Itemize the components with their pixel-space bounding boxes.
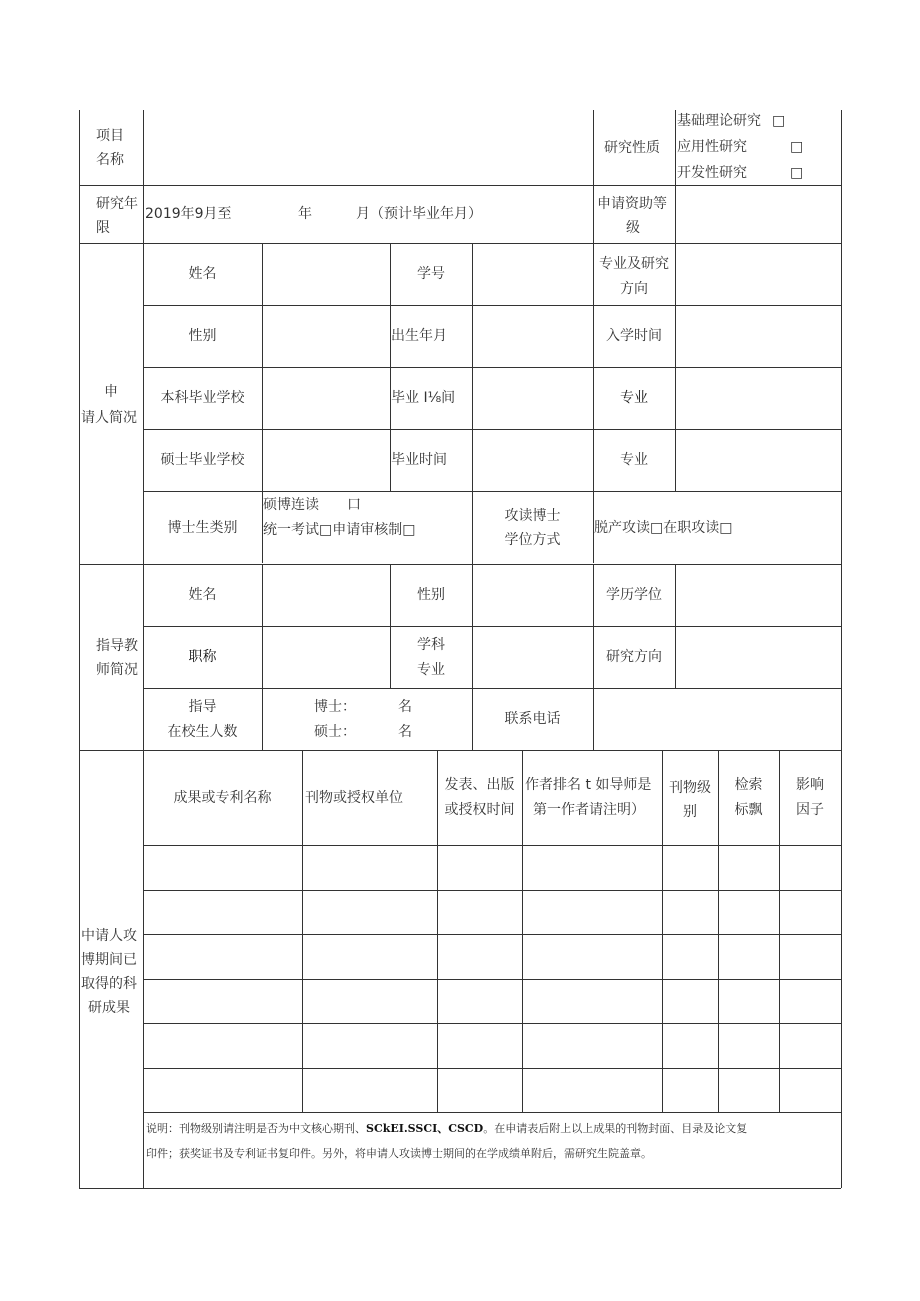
col-line [472,243,473,491]
header-achievement-name: 成果或专利名称 [173,790,272,806]
phd-count-unit: 名 [398,699,412,715]
funding-level-label-2: 级 [626,220,640,236]
nature-option-development[interactable]: 开发性研究 [677,165,747,181]
header-impact-1: 影响 [796,777,824,793]
note-prefix: 说明：刊物级别请注明是否为中文核心期刊、 [146,1122,366,1135]
supervisor-research-direction-label: 研究方向 [606,649,662,665]
header-publish-time-2: 或授权时间 [444,802,515,818]
applicant-gender-label: 性别 [188,328,217,344]
phd-mode-label-2: 学位方式 [504,532,561,548]
supervisor-section-label-2: 师简况 [96,662,138,678]
achievement-section-label-4: 研成果 [88,1000,130,1016]
applicant-major-direction-label-1: 专业及研究 [599,256,669,272]
project-name-label-2: 名称 [96,152,124,168]
row-line [143,1068,841,1069]
row-line [79,750,841,751]
phd-type-option-2[interactable]: 统一考试□申请审核制□ [263,522,416,538]
phd-type-label: 博士生类别 [167,520,238,536]
col-line [79,110,80,1188]
header-index-2: 标飘 [734,802,763,818]
applicant-section-label-1: 申 [104,384,118,400]
row-line [143,491,841,492]
project-name-label-1: 项目 [96,128,124,144]
nature-option-basic[interactable]: 基础理论研究 [677,113,761,129]
applicant-birth-label: 出生年月 [391,328,447,344]
checkbox-development[interactable]: □ [790,165,804,181]
header-journal-level-1: 刊物级 [669,780,711,796]
row-line [143,934,841,935]
note-line-2: 印件；获奖证书及专利证书复印件。另外，将申请人攻读博士期间的在学成绩单附后，需研究生院盖章。 [146,1147,652,1160]
research-nature-label: 研究性质 [604,140,660,156]
col-line [675,110,676,243]
master-school-label: 硕士毕业学校 [160,452,245,468]
applicant-student-id-label: 学号 [417,266,445,282]
col-line [675,243,676,491]
bachelor-major-label: 专业 [620,390,648,406]
supervisor-gender-label: 性别 [417,587,445,603]
supervisor-students-label-1: 指导 [188,699,217,715]
row-line [79,1188,841,1189]
header-publish-time-1: 发表、出版 [444,777,515,793]
phd-mode-options[interactable]: 脱产攻读□在职攻读□ [594,520,733,536]
period-label-1: 研究年 [96,196,138,212]
master-count-unit: 名 [398,724,412,740]
header-journal-level-2: 别 [683,804,697,820]
row-line [143,890,841,891]
checkbox-basic[interactable]: □ [772,113,786,129]
row-line [143,429,841,430]
bachelor-school-label: 本科毕业学校 [160,390,245,406]
col-line [302,750,303,1112]
supervisor-section-label-1: 指导教 [96,638,138,654]
row-line [143,626,841,627]
row-line [143,367,841,368]
supervisor-students-label-2: 在校生人数 [167,724,238,740]
period-label-2: 限 [96,220,110,236]
note-index-names: SCkEI.SSCI、CSCD [366,1122,484,1135]
row-line [143,305,841,306]
graduation-time-label: 毕业 I⅛间 [391,390,456,406]
achievement-section-label-2: 博期间已 [81,952,137,968]
row-line [143,1112,841,1113]
col-line [522,750,523,1112]
applicant-major-direction-label-2: 方向 [620,281,648,297]
supervisor-discipline-label-1: 学科 [417,637,445,653]
row-line [79,564,841,565]
header-author-rank-1: 作者排名 t 如导师是 [525,777,652,793]
contact-phone-label: 联系电话 [504,711,561,727]
row-line [79,185,841,186]
row-line [143,845,841,846]
row-line [143,1023,841,1024]
applicant-section-label-2: 请人简况 [81,410,137,426]
header-impact-2: 因子 [796,802,824,818]
supervisor-degree-label: 学历学位 [606,587,662,603]
nature-option-applied[interactable]: 应用性研究 [677,139,747,155]
phd-count-label: 博士： [314,699,356,715]
supervisor-title-label: 职称 [188,649,217,665]
row-line [79,243,841,244]
master-count-label: 硕士： [314,724,356,740]
master-major-label: 专业 [620,452,648,468]
supervisor-name-label: 姓名 [188,587,217,603]
achievement-section-label-3: 取得的科 [81,976,137,992]
col-line [841,110,842,1188]
period-start: 2019年9月至 [145,206,232,222]
master-graduation-label: 毕业时间 [391,452,447,468]
checkbox-applied[interactable]: □ [790,139,804,155]
row-line [143,688,841,689]
header-index-1: 检索 [734,777,763,793]
header-publisher: 刊物或授权单位 [305,790,403,806]
funding-level-label-1: 申请资助等 [597,196,667,212]
applicant-enroll-label: 入学时间 [606,328,662,344]
header-author-rank-2: 第一作者请注明） [533,802,645,818]
phd-type-option-1[interactable]: 硕博连读 口 [263,497,361,513]
col-line [675,564,676,688]
period-year: 年 [298,206,312,222]
supervisor-discipline-label-2: 专业 [417,662,445,678]
period-month-note: 月（预计毕业年月） [356,206,482,222]
instructions-note [146,1116,838,1166]
phd-mode-label-1: 攻读博士 [504,508,561,524]
achievement-section-label-1: 中请人攻 [81,928,137,944]
row-line [143,979,841,980]
applicant-name-label: 姓名 [188,266,217,282]
col-line [262,564,263,750]
note-suffix: 。在申请表后附上以上成果的刊物封面、目录及论文复 [483,1122,748,1135]
